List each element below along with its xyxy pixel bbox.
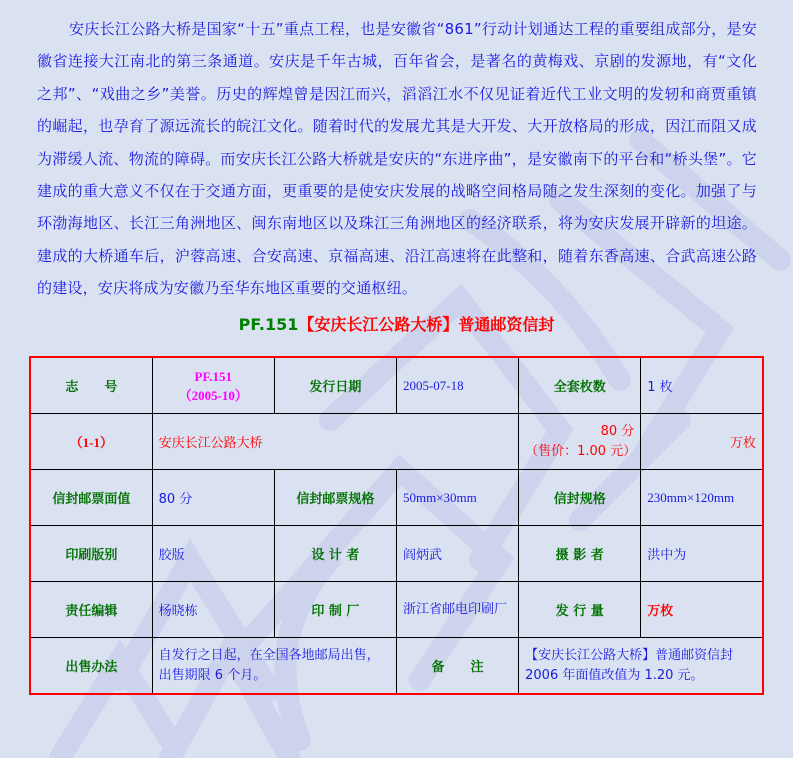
editor: 杨晓栋 (152, 582, 274, 638)
table-row (30, 582, 763, 638)
table-row (30, 526, 763, 582)
stamp-name: 安庆长江公路大桥 (152, 414, 518, 470)
stamp-quantity: 万枚 (641, 414, 763, 470)
designer: 阎炳武 (396, 526, 518, 582)
label-note: 备 注 (396, 638, 518, 695)
photographer: 洪中为 (641, 526, 763, 582)
stamp-id-year: （2005-10） (178, 387, 248, 403)
table-row (30, 414, 763, 470)
stamp-index: （1-1） (30, 414, 152, 470)
price-face: 80 分 (600, 423, 635, 439)
stamp-size: 50mm×30mm (396, 470, 518, 526)
price-sale: （售价：1.00 元） (525, 443, 637, 459)
label-printer: 印 制 厂 (274, 582, 396, 638)
envelope-size: 230mm×120mm (641, 470, 763, 526)
label-stamp-size: 信封邮票规格 (274, 470, 396, 526)
title-name: 【安庆长江公路大桥】普通邮资信封 (298, 315, 555, 334)
stamp-id-code: PF.151 (194, 368, 232, 384)
face-value: 80 分 (152, 470, 274, 526)
label-issue-volume: 发 行 量 (519, 582, 641, 638)
table-row (30, 638, 763, 695)
issue-date: 2005-07-18 (396, 357, 518, 414)
printer: 浙江省邮电印刷厂 (396, 582, 518, 638)
label-count: 全套枚数 (519, 357, 641, 414)
table-row (30, 357, 763, 414)
title-code: PF.151 (238, 315, 299, 334)
print-type: 胶版 (152, 526, 274, 582)
label-envelope-size: 信封规格 (519, 470, 641, 526)
stamp-info-table (29, 356, 764, 695)
label-designer: 设 计 者 (274, 526, 396, 582)
issue-volume: 万枚 (641, 582, 763, 638)
sale-method: 自发行之日起，在全国各地邮局出售，出售期限 6 个月。 (152, 638, 396, 695)
stamp-id (152, 357, 274, 414)
label-face-value: 信封邮票面值 (30, 470, 152, 526)
label-sale-method: 出售办法 (30, 638, 152, 695)
label-photographer: 摄 影 者 (519, 526, 641, 582)
table-row (30, 470, 763, 526)
intro-paragraph: 安庆长江公路大桥是国家“十五”重点工程，也是安徽省“861”行动计划通达工程的重要组成部分，是安徽省连接大江南北的第三条通道。安庆是千年古城，百年省会，是著名的黄梅戏、京剧的发源地，有“文化之邦”、“戏曲之乡”美誉。历史的辉煌曾是因江而兴，滔滔江水不仅见证着近代工业文明的发轫和商贾重镇的崛起，也孕育了源远流长的皖江文化。随着时代的发展尤其是大开发、大开放格局的形成，因江而阻又成为滞缓人流、物流的障碍。而安庆长江公路大桥就是安庆的“东进序曲”，是安徽南下的平台和“桥头堡”。它建成的重大意义不仅在于交通方面，更重要的是使安庆发展的战略空间格局随之发生深刻的变化。加强了与环渤海地区、长江三角洲地区、闽东南地区以及珠江三角洲地区的经济联系，将为安庆发展开辟新的坦途。建成的大桥通车后，沪蓉高速、合安高速、京福高速、沿江高速将在此整和，随着东香高速、合武高速公路的建设，安庆将成为安徽乃至华东地区重要的交通枢纽。 (37, 20, 757, 298)
label-date: 发行日期 (274, 357, 396, 414)
page-title (0, 312, 793, 335)
label-print-type: 印刷版别 (30, 526, 152, 582)
label-id: 志 号 (30, 357, 152, 414)
label-editor: 责任编辑 (30, 582, 152, 638)
stamp-price (519, 414, 641, 470)
set-count: 1 枚 (641, 357, 763, 414)
note: 【安庆长江公路大桥】普通邮资信封 2006 年面值改值为 1.20 元。 (519, 638, 763, 695)
